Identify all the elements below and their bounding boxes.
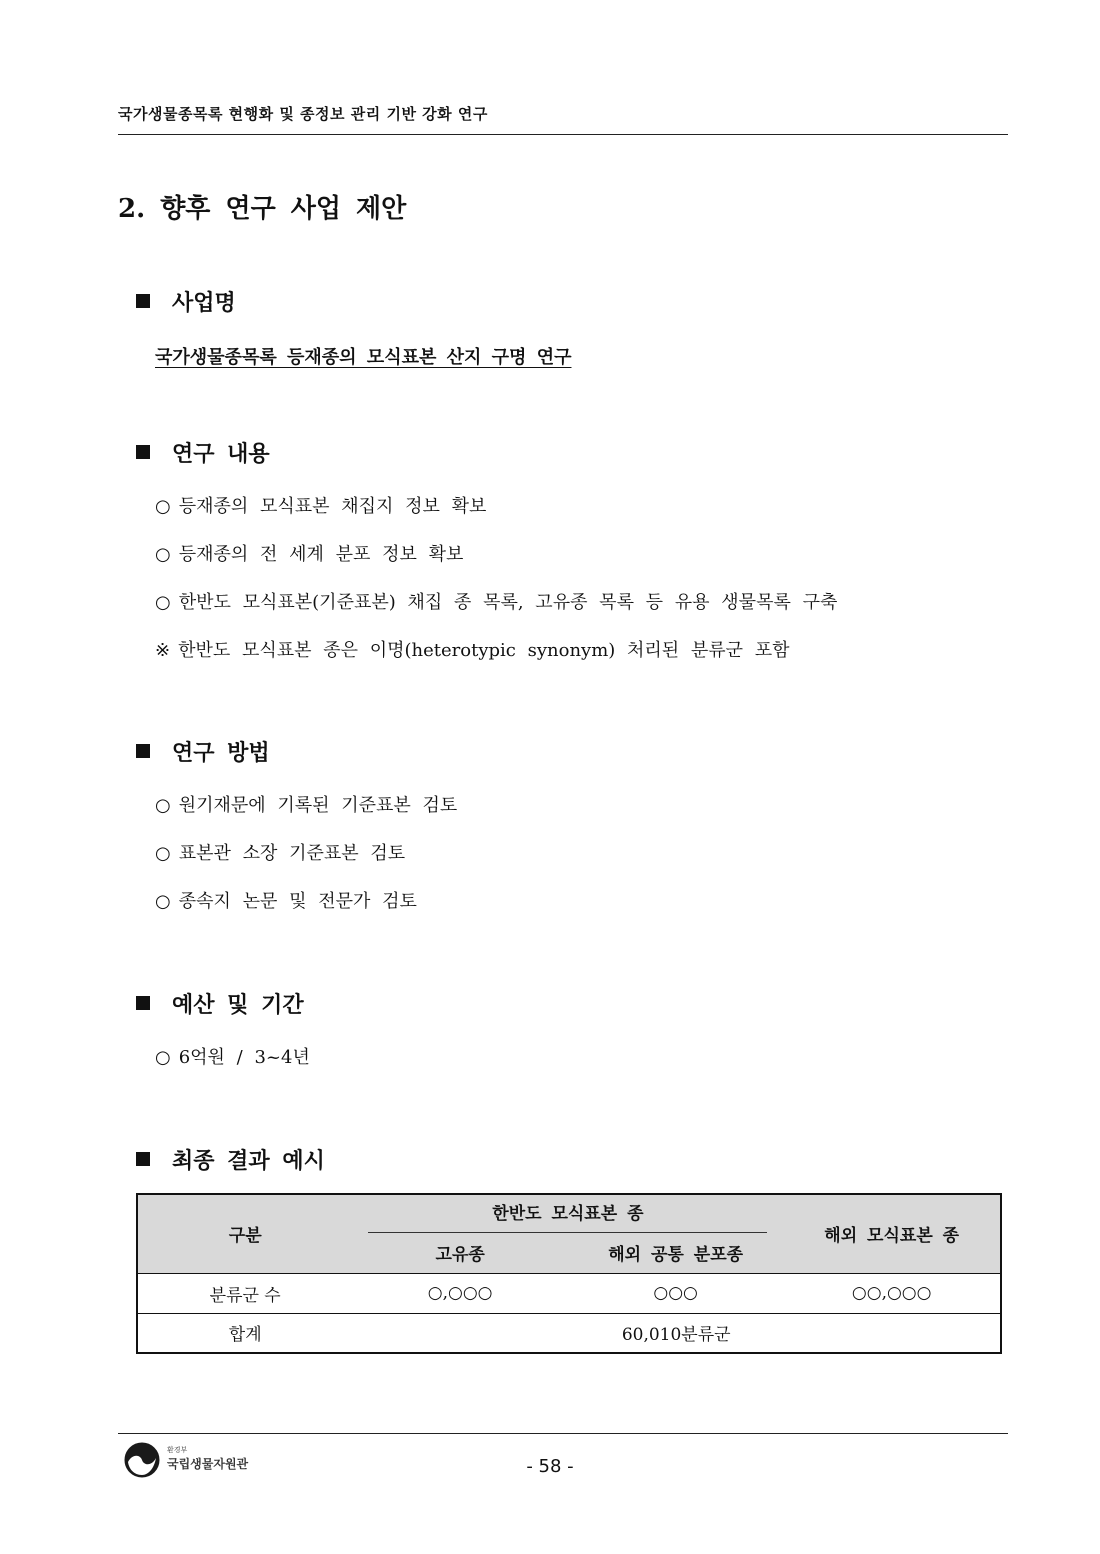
method-heading-label: 연구 방법 [172, 740, 270, 766]
content-item: ○ 등재종의 모식표본 채집지 정보 확보 [155, 496, 487, 517]
content-heading [136, 437, 270, 468]
method-item: ○ 원기재문에 기록된 기준표본 검토 [155, 795, 458, 816]
table-row [137, 1273, 1001, 1313]
header-korean-type-label: 한반도 모식표본 종 [492, 1204, 644, 1224]
project-heading-label: 사업명 [172, 290, 236, 316]
footer-divider [118, 1433, 1008, 1434]
budget-heading [136, 988, 304, 1019]
budget-heading-label: 예산 및 기간 [172, 992, 304, 1018]
cell-overseas-count: ○○,○○○ [783, 1273, 1001, 1313]
header-shared-distribution: 해외 공통 분포종 [568, 1233, 783, 1273]
table-row [137, 1313, 1001, 1353]
project-heading [136, 286, 236, 317]
row-label-taxa-count: 분류군 수 [137, 1273, 352, 1313]
header-divider [118, 134, 1008, 135]
result-heading [136, 1144, 325, 1175]
circle-bullet-icon: ○ [155, 496, 171, 517]
section-title: 2. 향후 연구 사업 제안 [118, 194, 407, 224]
method-item: ○ 표본관 소장 기준표본 검토 [155, 843, 406, 864]
content-note: ※ 한반도 모식표본 종은 이명(heterotypic synonym) 처리된 분류군 포함 [155, 640, 790, 661]
circle-bullet-icon: ○ [155, 795, 171, 816]
cell-endemic-count: ○,○○○ [352, 1273, 568, 1313]
square-bullet-icon [136, 744, 150, 758]
cell-total-value: 60,010분류군 [352, 1313, 1001, 1353]
content-item: ○ 등재종의 전 세계 분포 정보 확보 [155, 544, 464, 565]
square-bullet-icon [136, 445, 150, 459]
square-bullet-icon [136, 1152, 150, 1166]
method-item: ○ 종속지 논문 및 전문가 검토 [155, 891, 417, 912]
row-label-total: 합계 [137, 1313, 352, 1353]
logo-ministry-text: 환경부 [167, 1446, 188, 1454]
circle-bullet-icon: ○ [155, 1047, 171, 1068]
circle-bullet-icon: ○ [155, 891, 171, 912]
result-heading-label: 최종 결과 예시 [172, 1148, 325, 1174]
header-korean-type-group [352, 1194, 783, 1233]
project-name: 국가생물종목록 등재종의 모식표본 산지 구명 연구 [155, 347, 572, 368]
table-header-row [137, 1194, 1001, 1233]
circle-bullet-icon: ○ [155, 544, 171, 565]
reference-mark-icon: ※ [155, 640, 171, 661]
running-header: 국가생물종목록 현행화 및 종정보 관리 기반 강화 연구 [118, 105, 488, 123]
circle-bullet-icon: ○ [155, 592, 171, 613]
content-item: ○ 한반도 모식표본(기준표본) 채집 종 목록, 고유종 목록 등 유용 생물목록 구축 [155, 592, 838, 613]
header-endemic: 고유종 [352, 1233, 568, 1273]
header-category: 구분 [137, 1194, 352, 1273]
result-table [136, 1193, 1002, 1354]
budget-item: ○ 6억원 / 3~4년 [155, 1047, 310, 1068]
square-bullet-icon [136, 996, 150, 1010]
square-bullet-icon [136, 294, 150, 308]
logo-org-text: 국립생물자원관 [167, 1457, 249, 1471]
content-heading-label: 연구 내용 [172, 441, 270, 467]
header-overseas-type: 해외 모식표본 종 [783, 1194, 1001, 1273]
method-heading [136, 736, 270, 767]
cell-shared-count: ○○○ [568, 1273, 783, 1313]
page-number: - 58 - [526, 1456, 574, 1477]
circle-bullet-icon: ○ [155, 843, 171, 864]
